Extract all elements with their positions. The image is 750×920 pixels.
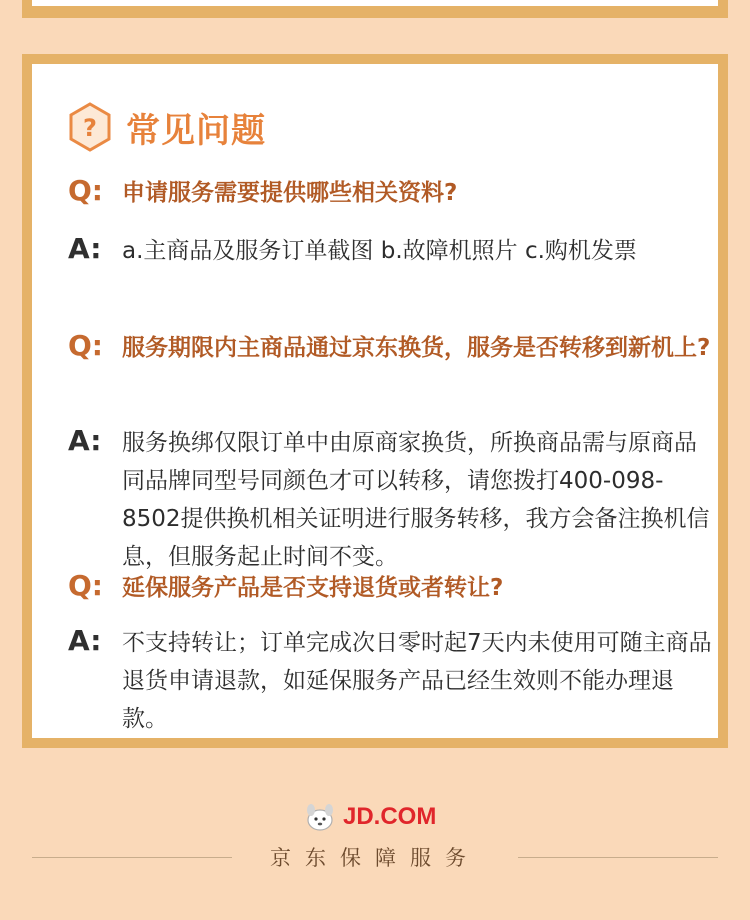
faq-question-3 <box>68 569 718 607</box>
faq-card-frame <box>22 54 728 748</box>
faq-answer-1 <box>68 232 718 270</box>
faq-answer-2 <box>68 424 718 576</box>
answer-mark-2: A: <box>68 424 102 457</box>
answer-mark-1: A: <box>68 232 102 265</box>
faq-answer-3 <box>68 624 718 738</box>
answer-text-3: 不支持转让；订单完成次日零时起7天内未使用可随主商品退货申请退款，如延保服务产品已经生效则不能办理退款。 <box>122 630 712 732</box>
question-mark-1: Q: <box>68 174 103 207</box>
previous-card-bottom <box>22 0 728 18</box>
previous-card-inner <box>32 0 718 6</box>
question-mark-2: Q: <box>68 329 103 362</box>
faq-card <box>32 64 718 738</box>
faq-question-1 <box>68 174 718 212</box>
jd-dog-mascot-icon <box>302 802 338 832</box>
divider-left <box>32 857 232 858</box>
question-icon <box>68 102 112 152</box>
faq-title: 常见问题 <box>126 110 266 151</box>
question-mark-3: Q: <box>68 569 103 602</box>
jd-logo <box>302 802 436 832</box>
answer-text-2: 服务换绑仅限订单中由原商家换货，所换商品需与原商品同品牌同型号同颜色才可以转移，请您拨打400-098-8502提供换机相关证明进行服务转移，我方会备注换机信息，但服务起止时间不变。 <box>122 430 710 570</box>
divider-right <box>518 857 718 858</box>
answer-mark-3: A: <box>68 624 102 657</box>
question-text-2: 服务期限内主商品通过京东换货，服务是否转移到新机上? <box>122 335 711 361</box>
service-name: 京东保障服务 <box>270 846 480 870</box>
faq-question-2 <box>68 329 718 367</box>
jd-logo-text: JD.COM <box>343 803 437 830</box>
question-text-1: 申请服务需要提供哪些相关资料? <box>122 180 458 206</box>
answer-text-1: a.主商品及服务订单截图 b.故障机照片 c.购机发票 <box>122 238 637 264</box>
question-text-3: 延保服务产品是否支持退货或者转让? <box>122 575 504 601</box>
svg-text:?: ? <box>83 114 97 142</box>
faq-header <box>68 102 266 152</box>
